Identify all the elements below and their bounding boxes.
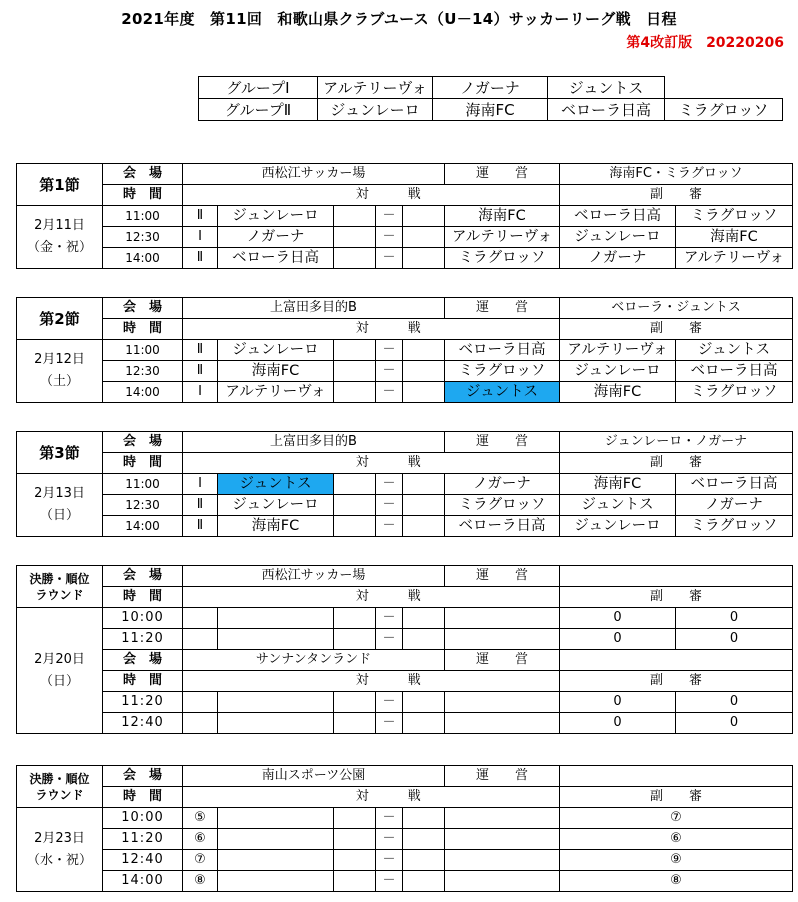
score-empty (403, 713, 445, 734)
home-team: 海南FC (218, 516, 334, 537)
match-slot: ⑧ (183, 871, 218, 892)
match-time: 12:40 (103, 850, 183, 871)
match-time: 14:00 (103, 516, 183, 537)
away-team: ベローラ日高 (445, 516, 560, 537)
match-label: 対 戦 (218, 185, 560, 206)
match-group: Ⅰ (183, 227, 218, 248)
venue-name: サンナンタンランド (183, 650, 445, 671)
referee-team: ベローラ日高 (676, 361, 793, 382)
referee-team: ジュンレーロ (560, 361, 676, 382)
score-empty (403, 495, 445, 516)
vs-dash: － (376, 516, 403, 537)
operator-name (560, 766, 793, 787)
match-time: 14:00 (103, 248, 183, 269)
score-empty (403, 516, 445, 537)
referee-team: ジュンレーロ (560, 516, 676, 537)
cell-empty (183, 787, 218, 808)
group-team-empty (665, 77, 783, 99)
match-group (183, 713, 218, 734)
match-date: 2月11日 (34, 218, 85, 233)
home-team (218, 871, 334, 892)
document-title: 2021年度 第11回 和歌山県クラブユース（U－14）サッカーリーグ戦 日程 (121, 10, 677, 28)
date-cell (17, 608, 103, 734)
home-team (218, 808, 334, 829)
vs-dash: － (376, 340, 403, 361)
group-name: グループⅠ (199, 77, 318, 99)
operator-name: ジュンレーロ・ノガーナ (560, 432, 793, 453)
match-time: 11:20 (103, 829, 183, 850)
score-empty (403, 608, 445, 629)
referee-team: ミラグロッソ (676, 516, 793, 537)
group-team: ベローラ日高 (548, 99, 665, 121)
home-team: ジュンレーロ (218, 495, 334, 516)
match-group: Ⅱ (183, 516, 218, 537)
home-team: ジュンレーロ (218, 206, 334, 227)
vs-dash: － (376, 227, 403, 248)
match-date: 2月20日 (34, 651, 85, 667)
score-empty (334, 340, 376, 361)
match-date: 2月12日 (34, 352, 85, 367)
round-label: 第1節 (17, 164, 103, 206)
score-empty (403, 206, 445, 227)
venue-label: 会 場 (103, 766, 183, 787)
referee-value: 0 (676, 713, 793, 734)
away-team: ベローラ日高 (445, 340, 560, 361)
match-group: Ⅱ (183, 340, 218, 361)
referee-label: 副 審 (560, 453, 793, 474)
match-group: Ⅱ (183, 495, 218, 516)
match-label: 対 戦 (218, 587, 560, 608)
score-empty (403, 361, 445, 382)
cell-empty (183, 587, 218, 608)
match-group: Ⅱ (183, 248, 218, 269)
venue-name: 西松江サッカー場 (183, 164, 445, 185)
score-empty (334, 248, 376, 269)
score-empty (334, 808, 376, 829)
referee-value: 0 (676, 692, 793, 713)
venue-label: 会 場 (103, 164, 183, 185)
match-time: 14:00 (103, 871, 183, 892)
away-team (445, 713, 560, 734)
score-empty (403, 808, 445, 829)
venue-name: 南山スポーツ公園 (183, 766, 445, 787)
match-date: 2月23日 (34, 830, 85, 846)
match-group (183, 608, 218, 629)
away-team: アルテリーヴォ (445, 227, 560, 248)
schedule-section-2 (16, 297, 793, 403)
referee-value: 0 (560, 608, 676, 629)
match-slot: ⑤ (183, 808, 218, 829)
referee-team: アルテリーヴォ (560, 340, 676, 361)
score-empty (403, 692, 445, 713)
score-empty (403, 382, 445, 403)
referee-team: ジュントス (560, 495, 676, 516)
match-time: 14:00 (103, 382, 183, 403)
match-weekday: （水・祝） (26, 852, 92, 868)
round-label: 第3節 (17, 432, 103, 474)
time-label: 時 間 (103, 671, 183, 692)
score-empty (334, 829, 376, 850)
venue-label: 会 場 (103, 566, 183, 587)
score-empty (334, 871, 376, 892)
home-team (218, 608, 334, 629)
score-empty (334, 629, 376, 650)
away-team: ノガーナ (445, 474, 560, 495)
round-label: 決勝・順位 ラウンド (17, 566, 103, 608)
match-weekday: （金・祝） (26, 240, 92, 255)
away-team: ミラグロッソ (445, 248, 560, 269)
home-team: ジュンレーロ (218, 340, 334, 361)
match-weekday: （日） (39, 673, 79, 689)
score-empty (334, 692, 376, 713)
match-slot: ⑥ (183, 829, 218, 850)
match-time: 11:00 (103, 340, 183, 361)
score-empty (403, 340, 445, 361)
away-team: ミラグロッソ (445, 495, 560, 516)
referee-team: ジュンレーロ (560, 227, 676, 248)
date-cell (17, 206, 103, 269)
vs-dash: － (376, 361, 403, 382)
score-empty (403, 227, 445, 248)
round-label: 第2節 (17, 298, 103, 340)
score-empty (403, 850, 445, 871)
vs-dash: － (376, 206, 403, 227)
operation-label: 運 営 (445, 164, 560, 185)
match-time: 11:00 (103, 206, 183, 227)
home-team (218, 829, 334, 850)
match-group: Ⅱ (183, 361, 218, 382)
away-team (445, 692, 560, 713)
referee-value: 0 (676, 629, 793, 650)
match-time: 10:00 (103, 808, 183, 829)
match-time: 12:30 (103, 361, 183, 382)
away-team (445, 871, 560, 892)
cell-empty (183, 671, 218, 692)
schedule-section-3 (16, 431, 793, 537)
time-label: 時 間 (103, 319, 183, 340)
away-team (445, 850, 560, 871)
match-group: Ⅱ (183, 206, 218, 227)
match-label: 対 戦 (218, 787, 560, 808)
match-date: 2月13日 (34, 486, 85, 501)
vs-dash: － (376, 495, 403, 516)
referee-team: 海南FC (560, 474, 676, 495)
away-team (445, 808, 560, 829)
venue-label: 会 場 (103, 650, 183, 671)
referee-team: アルテリーヴォ (676, 248, 793, 269)
operator-name: ベローラ・ジュントス (560, 298, 793, 319)
referee-label: 副 審 (560, 787, 793, 808)
referee-slot: ⑨ (560, 850, 793, 871)
referee-value: 0 (676, 608, 793, 629)
date-cell (17, 474, 103, 537)
referee-slot: ⑧ (560, 871, 793, 892)
away-team (445, 629, 560, 650)
schedule-section-1 (16, 163, 793, 269)
away-team: 海南FC (445, 206, 560, 227)
score-empty (334, 227, 376, 248)
score-empty (334, 474, 376, 495)
group-team: ジュンレーロ (318, 99, 433, 121)
score-empty (334, 495, 376, 516)
group-table (198, 76, 783, 121)
operator-name (560, 566, 793, 587)
vs-dash: － (376, 713, 403, 734)
match-time: 12:30 (103, 227, 183, 248)
match-group (183, 629, 218, 650)
score-empty (334, 361, 376, 382)
home-team: ベローラ日高 (218, 248, 334, 269)
time-label: 時 間 (103, 185, 183, 206)
venue-label: 会 場 (103, 298, 183, 319)
score-empty (403, 248, 445, 269)
round-label: 決勝・順位 ラウンド (17, 766, 103, 808)
operation-label: 運 営 (445, 298, 560, 319)
group-team: ノガーナ (433, 77, 548, 99)
match-time: 10:00 (103, 608, 183, 629)
home-team (218, 850, 334, 871)
home-team (218, 629, 334, 650)
operation-label: 運 営 (445, 432, 560, 453)
vs-dash: － (376, 248, 403, 269)
vs-dash: － (376, 850, 403, 871)
time-label: 時 間 (103, 587, 183, 608)
date-cell (17, 808, 103, 892)
venue-name: 上富田多目的B (183, 432, 445, 453)
referee-label: 副 審 (560, 185, 793, 206)
date-cell (17, 340, 103, 403)
away-team (445, 829, 560, 850)
score-empty (334, 850, 376, 871)
home-team: 海南FC (218, 361, 334, 382)
operation-label: 運 営 (445, 650, 560, 671)
referee-slot: ⑦ (560, 808, 793, 829)
vs-dash: － (376, 829, 403, 850)
operator-name: 海南FC・ミラグロッソ (560, 164, 793, 185)
cell-empty (183, 453, 218, 474)
score-empty (334, 206, 376, 227)
vs-dash: － (376, 808, 403, 829)
match-label: 対 戦 (218, 671, 560, 692)
match-label: 対 戦 (218, 453, 560, 474)
cell-empty (183, 319, 218, 340)
score-empty (403, 629, 445, 650)
schedule-section-finals-1 (16, 565, 793, 734)
vs-dash: － (376, 871, 403, 892)
away-team (445, 608, 560, 629)
referee-label: 副 審 (560, 587, 793, 608)
referee-value: 0 (560, 713, 676, 734)
referee-label: 副 審 (560, 319, 793, 340)
away-team-highlighted: ジュントス (445, 382, 560, 403)
match-group: Ⅰ (183, 474, 218, 495)
referee-team: ジュントス (676, 340, 793, 361)
home-team: アルテリーヴォ (218, 382, 334, 403)
score-empty (403, 474, 445, 495)
score-empty (334, 713, 376, 734)
referee-team: 海南FC (676, 227, 793, 248)
match-slot: ⑦ (183, 850, 218, 871)
match-time: 11:00 (103, 474, 183, 495)
match-group (183, 692, 218, 713)
referee-team: ミラグロッソ (676, 382, 793, 403)
referee-label: 副 審 (560, 671, 793, 692)
match-time: 11:20 (103, 629, 183, 650)
home-team (218, 713, 334, 734)
schedule-section-finals-2 (16, 765, 793, 892)
match-group: Ⅰ (183, 382, 218, 403)
referee-team: ベローラ日高 (676, 474, 793, 495)
venue-name: 西松江サッカー場 (183, 566, 445, 587)
score-empty (334, 608, 376, 629)
home-team (218, 692, 334, 713)
group-team: ミラグロッソ (665, 99, 783, 121)
score-empty (403, 871, 445, 892)
home-team: ノガーナ (218, 227, 334, 248)
operator-name (560, 650, 793, 671)
group-team: ジュントス (548, 77, 665, 99)
referee-slot: ⑥ (560, 829, 793, 850)
venue-label: 会 場 (103, 432, 183, 453)
referee-team: ベローラ日高 (560, 206, 676, 227)
cell-empty (183, 185, 218, 206)
operation-label: 運 営 (445, 766, 560, 787)
vs-dash: － (376, 629, 403, 650)
match-time: 11:20 (103, 692, 183, 713)
match-label: 対 戦 (218, 319, 560, 340)
referee-value: 0 (560, 692, 676, 713)
score-empty (403, 829, 445, 850)
operation-label: 運 営 (445, 566, 560, 587)
match-time: 12:30 (103, 495, 183, 516)
referee-team: ノガーナ (560, 248, 676, 269)
match-time: 12:40 (103, 713, 183, 734)
referee-team: ミラグロッソ (676, 206, 793, 227)
match-weekday: （日） (39, 508, 79, 523)
match-weekday: （土） (39, 374, 79, 389)
vs-dash: － (376, 382, 403, 403)
group-team: アルテリーヴォ (318, 77, 433, 99)
referee-value: 0 (560, 629, 676, 650)
vs-dash: － (376, 692, 403, 713)
time-label: 時 間 (103, 787, 183, 808)
away-team: ミラグロッソ (445, 361, 560, 382)
home-team-highlighted: ジュントス (218, 474, 334, 495)
referee-team: 海南FC (560, 382, 676, 403)
score-empty (334, 382, 376, 403)
revision-label: 第4改訂版 20220206 (626, 35, 784, 51)
score-empty (334, 516, 376, 537)
vs-dash: － (376, 608, 403, 629)
referee-team: ノガーナ (676, 495, 793, 516)
venue-name: 上富田多目的B (183, 298, 445, 319)
vs-dash: － (376, 474, 403, 495)
time-label: 時 間 (103, 453, 183, 474)
group-team: 海南FC (433, 99, 548, 121)
group-row (199, 99, 783, 121)
group-row (199, 77, 783, 99)
group-name: グループⅡ (199, 99, 318, 121)
